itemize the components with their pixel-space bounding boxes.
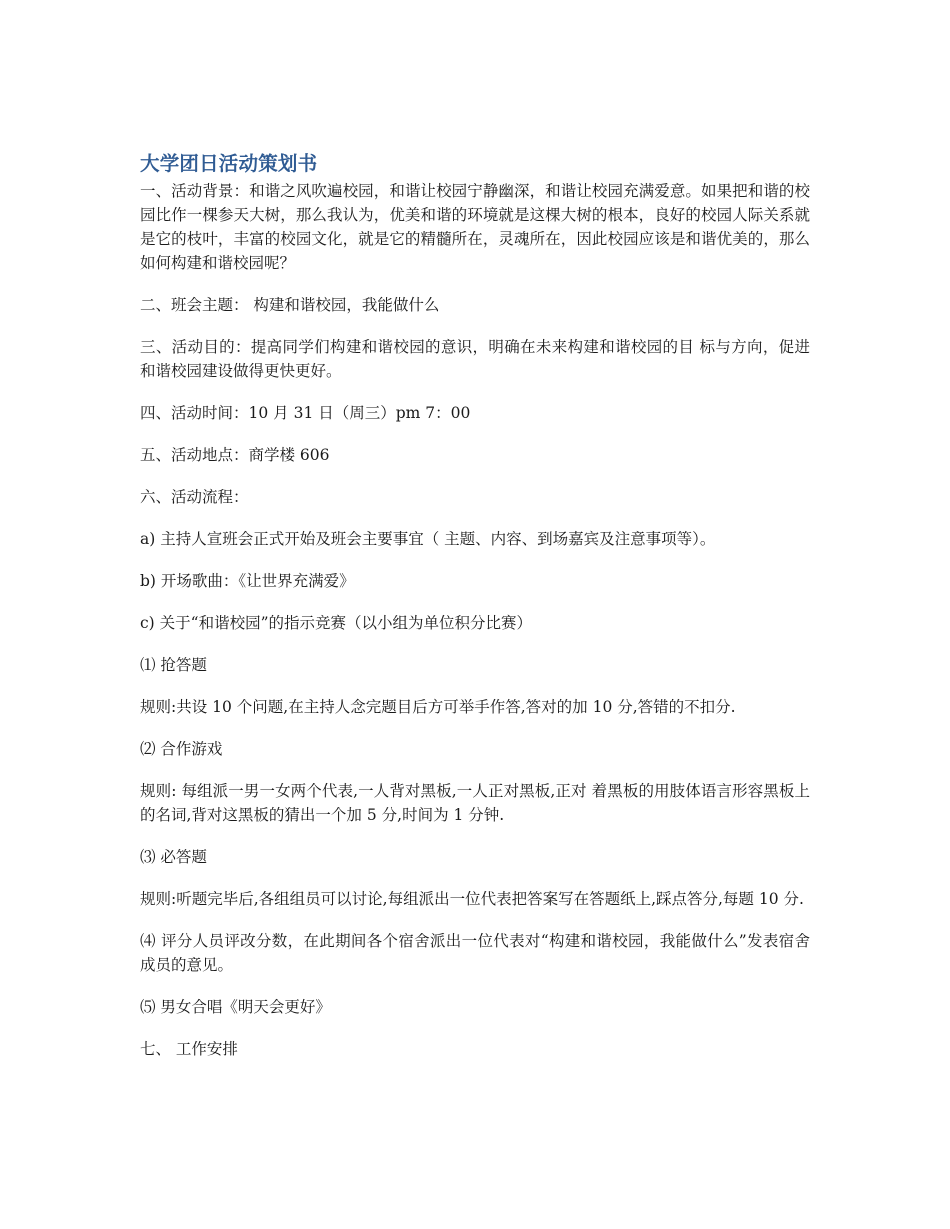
- document-title: 大学团日活动策划书: [140, 152, 318, 175]
- paragraph-location: 五、活动地点：商学楼 606: [140, 446, 330, 464]
- paragraph-item-3: ⑶ 必答题: [140, 848, 207, 866]
- paragraph-rule-3: 规则:听题完毕后,各组组员可以讨论,每组派出一位代表把答案写在答题纸上,踩点答分,每题 10 分.: [140, 890, 804, 908]
- paragraph-work-arrangement: 七、 工作安排: [140, 1040, 238, 1058]
- paragraph-process-heading: 六、活动流程：: [140, 488, 249, 506]
- paragraph-process-b: b) 开场歌曲：《让世界充满爱》: [140, 572, 355, 590]
- paragraph-item-4: ⑷ 评分人员评改分数，在此期间各个宿舍派出一位代表对“构建和谐校园，我能做什么”发表宿舍成员的意见。: [140, 932, 810, 974]
- paragraph-rule-2: 规则: 每组派一男一女两个代表,一人背对黑板,一人正对黑板,正对 着黑板的用肢体语言形容黑板上的名词,背对这黑板的猜出一个加 5 分,时间为 1 分钟.: [140, 782, 810, 824]
- document-page: [140, 150, 810, 1079]
- paragraph-item-5: ⑸ 男女合唱《明天会更好》: [140, 998, 331, 1016]
- paragraph-rule-1: 规则:共设 10 个问题,在主持人念完题目后方可举手作答,答对的加 10 分,答错的不扣分.: [140, 698, 736, 716]
- paragraph-theme: 二、班会主题： 构建和谐校园，我能做什么: [140, 296, 440, 314]
- paragraph-process-a: a) 主持人宣班会正式开始及班会主要事宜（ 主题、内容、到场嘉宾及注意事项等）。: [140, 530, 716, 548]
- paragraph-purpose: 三、活动目的：提高同学们构建和谐校园的意识，明确在未来构建和谐校园的目 标与方向，促进和谐校园建设做得更快更好。: [140, 338, 810, 380]
- paragraph-item-2: ⑵ 合作游戏: [140, 740, 223, 758]
- paragraph-item-1: ⑴ 抢答题: [140, 656, 207, 674]
- paragraph-background: 一、活动背景：和谐之风吹遍校园，和谐让校园宁静幽深，和谐让校园充满爱意。如果把和谐的校园比作一棵参天大树，那么我认为，优美和谐的环境就是这棵大树的根本，良好的校园人际关系就是它的枝叶，丰富的校园文化，就是它的精髓所在，灵魂所在，因此校园应该是和谐优美的，那么如何构建和谐校园呢？: [140, 182, 810, 272]
- paragraph-time: 四、活动时间：10 月 31 日（周三）pm 7：00: [140, 404, 471, 422]
- paragraph-process-c: c) 关于“和谐校园”的指示竞赛（以小组为单位积分比赛）: [140, 614, 533, 632]
